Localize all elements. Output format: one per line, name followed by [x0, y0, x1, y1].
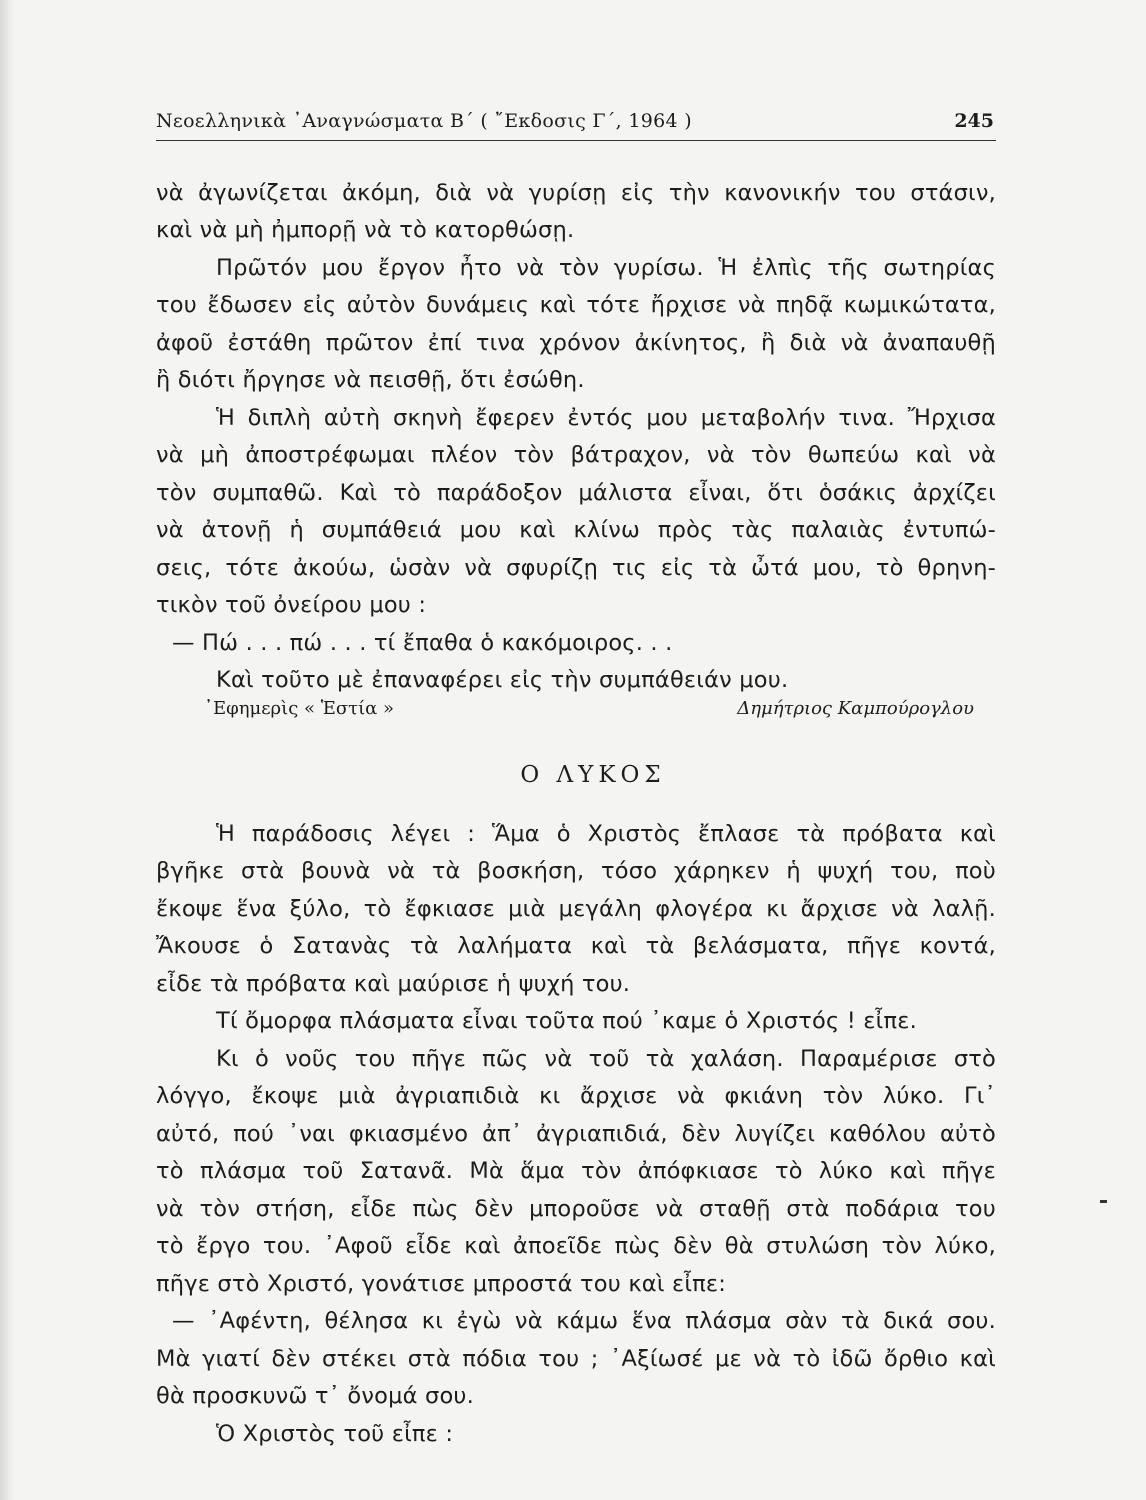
passage1-line: Ἡ διπλὴ αὐτὴ σκηνὴ ἔφερεν ἐντός μου μεταβολήν τινα. Ἤρχισα [216, 405, 996, 431]
passage2-line: τὸ πλάσμα τοῦ Σατανᾶ. Μὰ ἅμα τὸν ἀπόφκιασε τὸ λύκο καὶ πῆγε [156, 1158, 996, 1184]
passage1-line: νὰ μὴ ἀποστρέφωμαι πλέον τὸν βάτραχον, νὰ τὸν θωπεύω καὶ νὰ [156, 442, 996, 468]
passage1-line: Πρῶτόν μου ἔργον ἦτο νὰ τὸν γυρίσω. Ἡ ἐλπὶς τῆς σωτηρίας [216, 255, 996, 281]
passage1-line: τὸν συμπαθῶ. Καὶ τὸ παράδοξον μάλιστα εἶναι, ὅτι ὁσάκις ἀρχίζει [156, 480, 996, 506]
passage1-line: τικὸν τοῦ ὀνείρου μου : [156, 592, 427, 618]
passage2-line: αὐτό, πού ᾿ναι φκιασμένο ἀπ᾿ ἀγριαπιδιά, δὲν λυγίζει καθόλου αὐτὸ [156, 1121, 996, 1147]
passage1-line: ἀφοῦ ἐστάθη πρῶτον ἐπί τινα χρόνον ἀκίνητος, ἢ διὰ νὰ ἀναπαυθῇ [156, 330, 996, 356]
passage1-line: — Πώ . . . πώ . . . τί ἔπαθα ὁ κακόμοιρος. . . [172, 630, 673, 656]
page-edge-shadow [0, 0, 14, 1500]
passage2-line: Ἄκουσε ὁ Σατανὰς τὰ λαλήματα καὶ τὰ βελάσματα, πῆγε κοντά, [156, 933, 996, 959]
passage2-line: Μὰ γιατί δὲν στέκει στὰ πόδια του ; ᾿Αξίωσέ με νὰ τὸ ἰδῶ ὄρθιο καὶ [156, 1346, 996, 1372]
passage2-line: πῆγε στὸ Χριστό, γονάτισε μπροστά του καὶ εἶπε: [156, 1271, 727, 1297]
author-attribution: Δημήτριος Καμπούρογλου [737, 698, 974, 719]
section-title: Ο ΛΥΚΟΣ [520, 762, 666, 788]
passage1-line: ἢ διότι ἤργησε νὰ πεισθῇ, ὅτι ἐσώθη. [156, 367, 585, 393]
passage2-line: Τί ὄμορφα πλάσματα εἶναι τοῦτα πού ᾿καμε ὁ Χριστός ! εἶπε. [216, 1008, 917, 1034]
passage1-line: νὰ ἀγωνίζεται ἀκόμη, διὰ νὰ γυρίσῃ εἰς τὴν κανονικήν του στάσιν, [156, 180, 996, 206]
passage1-line: καὶ νὰ μὴ ἠμπορῇ νὰ τὸ κατορθώσῃ. [156, 217, 575, 243]
passage2-line: τὸ ἔργο του. ᾿Αφοῦ εἶδε καὶ ἀποεῖδε πὼς δὲν θὰ στυλώση τὸν λύκο, [156, 1233, 996, 1259]
passage1-line: Καὶ τοῦτο μὲ ἐπαναφέρει εἰς τὴν συμπάθειάν μου. [216, 667, 789, 693]
header-title: Νεοελληνικὰ ᾿Αναγνώσματα Β΄ ( ῎Εκδοσις Γ΄, 1964 ) [156, 110, 692, 132]
passage2-line: — ᾿Αφέντη, θέλησα κι ἐγὼ νὰ κάμω ἕνα πλάσμα σὰν τὰ δικά σου. [172, 1308, 996, 1334]
passage1-line: του ἔδωσεν εἰς αὐτὸν δυνάμεις καὶ τότε ἤρχισε νὰ πηδᾷ κωμικώτατα, [156, 292, 996, 318]
page-number: 245 [954, 110, 994, 132]
passage2-line: νὰ τὸν στήση, εἶδε πὼς δὲν μποροῦσε νὰ σταθῇ στὰ ποδάρια του [156, 1196, 996, 1222]
passage1-line: νὰ ἀτονῇ ἡ συμπάθειά μου καὶ κλίνω πρὸς τὰς παλαιὰς ἐντυπώ- [156, 517, 996, 543]
passage2-line: θὰ προσκυνῶ τ᾿ ὄνομά σου. [156, 1383, 474, 1409]
scan-speck [1100, 1200, 1107, 1203]
source-attribution: ᾿Εφημερὶς « Ἑστία » [204, 698, 395, 719]
passage2-line: Ἡ παράδοσις λέγει : Ἅμα ὁ Χριστὸς ἔπλασε τὰ πρόβατα καὶ [216, 821, 996, 847]
running-header [156, 106, 996, 141]
passage2-line: εἶδε τὰ πρόβατα καὶ μαύρισε ἡ ψυχή του. [156, 971, 631, 997]
passage1-line: σεις, τότε ἀκούω, ὡσὰν νὰ σφυρίζῃ τις εἰς τὰ ὦτά μου, τὸ θρηνη- [156, 555, 996, 581]
passage2-line: Κι ὁ νοῦς του πῆγε πῶς νὰ τοῦ τὰ χαλάση. Παραμέρισε στὸ [216, 1046, 996, 1072]
passage2-line: Ὁ Χριστὸς τοῦ εἶπε : [216, 1421, 454, 1447]
passage2-line: λόγγο, ἔκοψε μιὰ ἀγριαπιδιὰ κι ἄρχισε νὰ φκιάνη τὸν λύκο. Γι᾿ [156, 1083, 996, 1109]
passage2-line: βγῆκε στὰ βουνὰ νὰ τὰ βοσκήση, τόσο χάρηκεν ἡ ψυχή του, ποὺ [156, 858, 996, 884]
passage2-line: ἔκοψε ἕνα ξύλο, τὸ ἔφκιασε μιὰ μεγάλη φλογέρα κι ἄρχισε νὰ λαλῇ. [156, 896, 996, 922]
